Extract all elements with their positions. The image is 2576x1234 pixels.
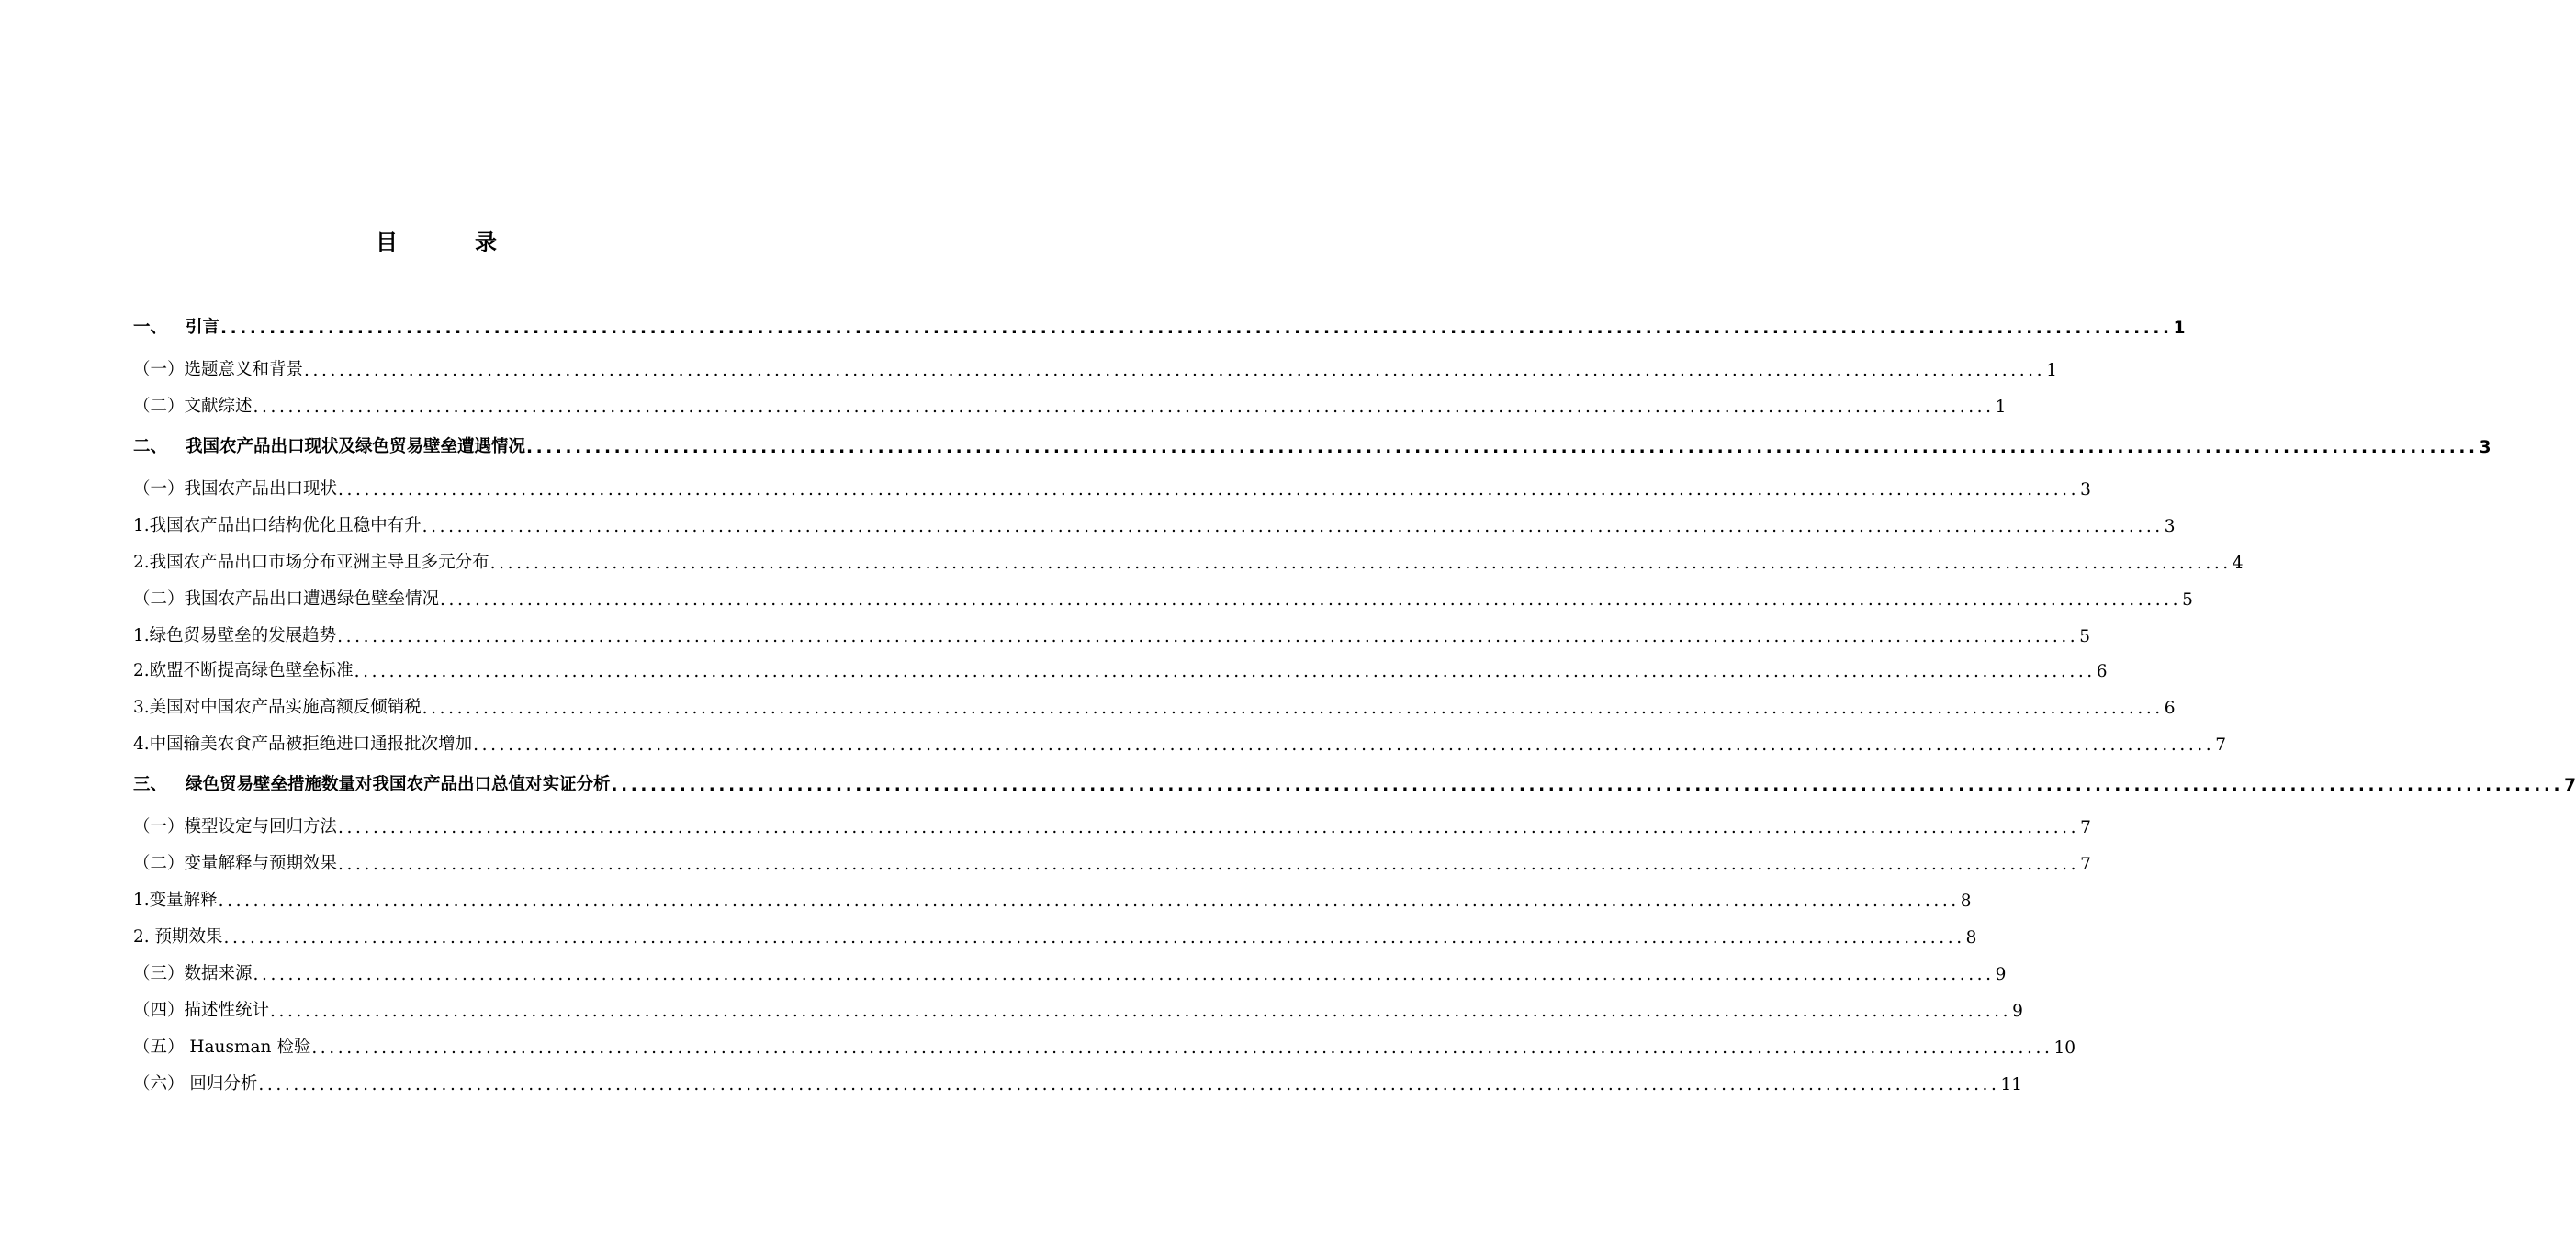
toc-entry-label <box>133 850 337 874</box>
toc-title: 目 录 <box>376 229 524 255</box>
toc-entry-text: 2. 预期效果 <box>133 927 223 947</box>
toc-dot-leader: ........................................................................................................................................................................................................ <box>489 554 2232 573</box>
toc-dot-leader: ........................................................................................................................................................................................................ <box>220 319 2173 338</box>
toc-entry[interactable] <box>133 883 1972 911</box>
toc-entry[interactable] <box>133 619 2091 646</box>
toc-entry-label <box>133 731 472 755</box>
toc-entry-text: （六） 回归分析 <box>133 1074 258 1094</box>
toc-page-number: 8 <box>1960 892 1972 911</box>
toc-page-number: 4 <box>2232 554 2244 573</box>
toc-entry-text: （二）变量解释与预期效果 <box>133 854 338 873</box>
toc-entry-label <box>133 314 219 338</box>
toc-entry-number: 三、 <box>133 775 168 794</box>
toc-entry-text: （四）描述性统计 <box>133 1001 270 1020</box>
toc-entry-text: 1.变量解释 <box>133 891 218 910</box>
toc-entry-text: 2.我国农产品出口市场分布亚洲主导且多元分布 <box>133 553 489 572</box>
toc-dot-leader: ........................................................................................................................................................................................................ <box>338 480 2080 499</box>
toc-page-number: 1 <box>1995 398 2007 417</box>
toc-entry[interactable] <box>133 430 2492 457</box>
toc-dot-leader: ........................................................................................................................................................................................................ <box>258 1075 2000 1094</box>
toc-dot-leader: ........................................................................................................................................................................................................ <box>223 928 1965 948</box>
toc-page-number: 10 <box>2053 1038 2075 1058</box>
toc-entry-label <box>133 887 218 911</box>
toc-entry[interactable] <box>133 310 2186 338</box>
toc-entry-text: 我国农产品出口现状及绿色贸易壁垒遭遇情况 <box>186 437 526 456</box>
toc-entry[interactable] <box>133 810 2091 837</box>
toc-entry[interactable] <box>133 920 1977 948</box>
toc-dot-leader: ........................................................................................................................................................................................................ <box>218 892 1960 911</box>
toc-dot-leader: ........................................................................................................................................................................................................ <box>253 965 1995 984</box>
toc-entry-text: （五） Hausman 检验 <box>133 1038 311 1057</box>
toc-dot-leader: ........................................................................................................................................................................................................ <box>440 590 2182 610</box>
toc-entry[interactable] <box>133 654 2108 681</box>
toc-entry-label <box>133 694 422 718</box>
toc-page-number: 6 <box>2164 699 2176 718</box>
toc-page-number: 3 <box>2479 438 2492 457</box>
toc-entry-text: （一）模型设定与回归方法 <box>133 817 338 836</box>
toc-dot-leader: ........................................................................................................................................................................................................ <box>473 735 2215 755</box>
toc-entry-text: （二）我国农产品出口遭遇绿色壁垒情况 <box>133 589 440 609</box>
toc-dot-leader: ........................................................................................................................................................................................................ <box>354 662 2096 681</box>
toc-entry[interactable] <box>133 993 2023 1021</box>
toc-entry-label <box>133 924 223 948</box>
toc-dot-leader: ........................................................................................................................................................................................................ <box>270 1002 2012 1021</box>
toc-page-number: 7 <box>2080 818 2091 837</box>
toc-entry-label <box>133 997 269 1021</box>
toc-entry-label <box>133 623 336 646</box>
toc-page-number: 5 <box>2079 627 2091 646</box>
toc-dot-leader: ........................................................................................................................................................................................................ <box>422 699 2164 718</box>
toc-entry-label <box>133 356 303 380</box>
toc-page-number: 7 <box>2564 776 2576 795</box>
toc-entry[interactable] <box>133 768 2576 795</box>
toc-dot-leader: ........................................................................................................................................................................................................ <box>338 818 2080 837</box>
toc-page-number: 3 <box>2080 480 2091 499</box>
toc-entry-text: 绿色贸易壁垒措施数量对我国农产品出口总值对实证分析 <box>186 775 611 794</box>
toc-entry[interactable] <box>133 1030 2075 1058</box>
toc-entry[interactable] <box>133 472 2091 499</box>
toc-entry-text: （二）文献综述 <box>133 397 253 416</box>
toc-entry[interactable] <box>133 582 2193 610</box>
toc-page-number: 1 <box>2046 361 2057 380</box>
toc-page-number: 6 <box>2096 662 2108 681</box>
toc-entry-label <box>133 433 525 457</box>
toc-entry[interactable] <box>133 690 2176 718</box>
toc-entry-text: 2.欧盟不断提高绿色壁垒标准 <box>133 661 354 680</box>
toc-entry[interactable] <box>133 727 2227 755</box>
toc-entry[interactable] <box>133 545 2244 573</box>
toc-page-number: 7 <box>2215 735 2227 755</box>
toc-entry[interactable] <box>133 509 2176 536</box>
toc-dot-leader: ........................................................................................................................................................................................................ <box>253 398 1995 417</box>
toc-entry[interactable] <box>133 353 2057 380</box>
toc-entry[interactable] <box>133 389 2007 417</box>
toc-entry-label <box>133 512 422 536</box>
toc-page-number: 9 <box>1995 965 2007 984</box>
toc-dot-leader: ........................................................................................................................................................................................................ <box>311 1038 2053 1058</box>
toc-dot-leader: ........................................................................................................................................................................................................ <box>611 776 2564 795</box>
toc-entry-text: 4.中国输美农食产品被拒绝进口通报批次增加 <box>133 735 473 754</box>
toc-entry-text: （一）我国农产品出口现状 <box>133 479 338 499</box>
toc-entry-text: 引言 <box>186 318 220 337</box>
toc-dot-leader: ........................................................................................................................................................................................................ <box>526 438 2479 457</box>
toc-page-number: 7 <box>2080 855 2091 874</box>
toc-dot-leader: ........................................................................................................................................................................................................ <box>422 517 2164 536</box>
toc-entry-label <box>133 549 489 573</box>
toc-entry[interactable] <box>133 957 2007 984</box>
toc-entry-text: 3.美国对中国农产品实施高额反倾销税 <box>133 698 422 717</box>
toc-entry-text: 1.我国农产品出口结构优化且稳中有升 <box>133 516 422 535</box>
toc-entry-label <box>133 1071 257 1094</box>
toc-entry-label <box>133 1034 310 1058</box>
toc-entry-label <box>133 813 337 837</box>
toc-page-number: 8 <box>1965 928 1977 948</box>
toc-entry-text: 1.绿色贸易壁垒的发展趋势 <box>133 626 337 645</box>
toc-page-number: 5 <box>2182 590 2193 610</box>
toc-page-number: 1 <box>2173 319 2186 338</box>
toc-dot-leader: ........................................................................................................................................................................................................ <box>338 855 2080 874</box>
toc-entry-text: （三）数据来源 <box>133 964 253 983</box>
toc-dot-leader: ........................................................................................................................................................................................................ <box>304 361 2046 380</box>
toc-entry-label <box>133 657 354 681</box>
toc-entry-label <box>133 393 253 417</box>
toc-entry-number: 二、 <box>133 437 168 456</box>
toc-entry[interactable] <box>133 847 2091 874</box>
toc-entry[interactable] <box>133 1067 2023 1094</box>
toc-entry-label <box>133 586 439 610</box>
toc-entry-number: 一、 <box>133 318 168 337</box>
toc-entry-label <box>133 771 611 795</box>
toc-dot-leader: ........................................................................................................................................................................................................ <box>337 627 2079 646</box>
toc-page-number: 11 <box>2000 1075 2023 1094</box>
toc-page-number: 3 <box>2164 517 2176 536</box>
toc-page-number: 9 <box>2012 1002 2023 1021</box>
toc-entry-label <box>133 476 337 499</box>
toc-entry-text: （一）选题意义和背景 <box>133 360 304 379</box>
toc-entry-label <box>133 960 253 984</box>
